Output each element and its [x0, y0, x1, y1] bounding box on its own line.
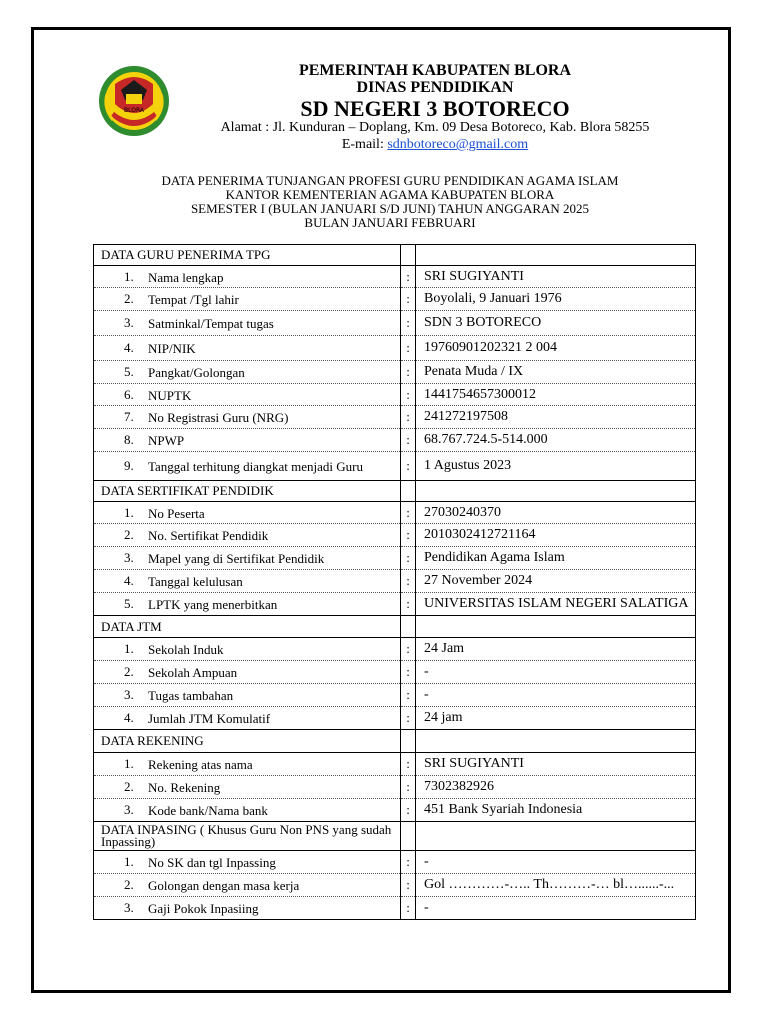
table-row [94, 753, 696, 776]
field-value: 1 Agustus 2023 [416, 452, 696, 481]
colon-separator: : [401, 429, 416, 452]
field-label: Tugas tambahan [148, 688, 234, 704]
field-label: Tempat /Tgl lahir [148, 292, 239, 308]
colon-separator: : [401, 776, 416, 799]
doc-title-line-4: BULAN JANUARI FEBRUARI [304, 215, 476, 230]
colon-separator: : [401, 547, 416, 570]
field-label: Pangkat/Golongan [148, 365, 245, 381]
table-row [94, 776, 696, 799]
field-label: Nama lengkap [148, 269, 224, 285]
colon-separator: : [401, 593, 416, 616]
row-number: 5. [124, 596, 134, 611]
section-title: DATA JTM [101, 618, 162, 634]
section-title: DATA INPASING ( Khusus Guru Non PNS yang sudah Inpassing) [101, 822, 392, 849]
row-number: 3. [124, 315, 134, 330]
field-label: NIP/NIK [148, 341, 196, 357]
field-value: 451 Bank Syariah Indonesia [416, 799, 696, 822]
field-value: - [416, 684, 696, 707]
row-number: 1. [124, 756, 134, 771]
colon-separator: : [401, 684, 416, 707]
field-value: Gol …………-….. Th………-… bl…......-... [416, 874, 696, 897]
section-header-sertifikat [94, 481, 696, 502]
row-number: 3. [124, 900, 134, 915]
row-number: 4. [124, 710, 134, 725]
row-number: 3. [124, 687, 134, 702]
colon-separator: : [401, 799, 416, 822]
section-title: DATA REKENING [101, 733, 204, 748]
field-value: 2010302412721164 [416, 524, 696, 547]
table-row [94, 361, 696, 384]
field-label: No. Sertifikat Pendidik [148, 528, 269, 544]
field-label: Tanggal kelulusan [148, 574, 243, 590]
field-label: Mapel yang di Sertifikat Pendidik [148, 551, 325, 567]
field-label: NUPTK [148, 387, 192, 403]
doc-title-line-1: DATA PENERIMA TUNJANGAN PROFESI GURU PENDIDIKAN AGAMA ISLAM [161, 173, 619, 188]
field-value: 24 Jam [416, 638, 696, 661]
field-value: 27030240370 [416, 502, 696, 524]
teacher-data-table [93, 244, 696, 920]
header-email-line [180, 138, 690, 152]
table-row [94, 851, 696, 874]
field-value: - [416, 851, 696, 874]
table-row [94, 384, 696, 406]
blora-regency-emblem-icon [97, 64, 171, 138]
field-value: 19760901202321 2 004 [416, 336, 696, 361]
colon-separator: : [401, 361, 416, 384]
section-header-guru [94, 245, 696, 266]
field-value: 27 November 2024 [416, 570, 696, 593]
row-number: 1. [124, 641, 134, 656]
field-label: Tanggal terhitung diangkat menjadi Guru [148, 459, 363, 475]
row-number: 1. [124, 854, 134, 869]
table-row [94, 311, 696, 336]
row-number: 4. [124, 573, 134, 588]
table-row [94, 799, 696, 822]
table-row [94, 684, 696, 707]
email-label: E-mail: [341, 137, 388, 152]
logo-text: BLORA [124, 107, 144, 114]
colon-separator: : [401, 570, 416, 593]
row-number: 5. [124, 364, 134, 379]
row-number: 3. [124, 802, 134, 817]
section-title: DATA SERTIFIKAT PENDIDIK [101, 483, 274, 498]
field-value: 1441754657300012 [416, 384, 696, 406]
row-number: 2. [124, 779, 134, 794]
field-value: - [416, 897, 696, 920]
field-label: No SK dan tgl Inpassing [148, 855, 276, 871]
row-number: 1. [124, 504, 134, 520]
header-government: PEMERINTAH KABUPATEN BLORA [298, 62, 571, 79]
table-row [94, 570, 696, 593]
field-value: Penata Muda / IX [416, 361, 696, 384]
colon-separator: : [401, 336, 416, 361]
colon-separator: : [401, 661, 416, 684]
field-label: Kode bank/Nama bank [148, 803, 268, 819]
field-label: Sekolah Ampuan [148, 665, 238, 681]
header-address: Alamat : Jl. Kunduran – Doplang, Km. 09 Desa Botoreco, Kab. Blora 58255 [220, 120, 650, 135]
field-label: No Peserta [148, 505, 205, 521]
table-row [94, 452, 696, 481]
field-value: Boyolali, 9 Januari 1976 [416, 288, 696, 311]
table-row [94, 524, 696, 547]
doc-title-line-2: KANTOR KEMENTERIAN AGAMA KABUPATEN BLORA [225, 187, 555, 202]
field-label: No Registrasi Guru (NRG) [148, 410, 289, 426]
row-number: 2. [124, 291, 134, 306]
field-value: 241272197508 [416, 406, 696, 429]
colon-separator: : [401, 406, 416, 429]
row-number: 2. [124, 527, 134, 542]
table-row [94, 406, 696, 429]
table-row [94, 638, 696, 661]
table-row [94, 661, 696, 684]
field-label: NPWP [148, 433, 185, 449]
field-label: Gaji Pokok Inpasiing [148, 901, 259, 917]
document-titles [90, 174, 690, 230]
table-row [94, 336, 696, 361]
colon-separator: : [401, 288, 416, 311]
colon-separator: : [401, 502, 416, 524]
row-number: 6. [124, 386, 134, 402]
field-label: Rekening atas nama [148, 757, 253, 773]
field-value: 68.767.724.5-514.000 [416, 429, 696, 452]
field-label: Jumlah JTM Komulatif [148, 711, 271, 727]
colon-separator: : [401, 452, 416, 481]
table-row [94, 547, 696, 570]
field-label: No. Rekening [148, 780, 221, 796]
field-value: Pendidikan Agama Islam [416, 547, 696, 570]
row-number: 4. [124, 340, 134, 355]
row-number: 2. [124, 664, 134, 679]
colon-separator: : [401, 638, 416, 661]
section-header-rekening [94, 730, 696, 753]
field-value: SDN 3 BOTORECO [416, 311, 696, 336]
table-row [94, 266, 696, 288]
row-number: 1. [124, 268, 134, 284]
table-row [94, 897, 696, 920]
header-school-name: SD NEGERI 3 BOTORECO [300, 96, 570, 121]
row-number: 8. [124, 432, 134, 447]
table-row [94, 707, 696, 730]
section-title: DATA GURU PENERIMA TPG [101, 247, 271, 262]
field-value: 24 jam [416, 707, 696, 730]
section-header-jtm [94, 616, 696, 638]
colon-separator: : [401, 874, 416, 897]
table-row [94, 874, 696, 897]
colon-separator: : [401, 384, 416, 406]
field-label: LPTK yang menerbitkan [148, 597, 278, 613]
doc-title-line-3: SEMESTER I (BULAN JANUARI S/D JUNI) TAHUN ANGGARAN 2025 [190, 201, 590, 216]
colon-separator: : [401, 897, 416, 920]
row-number: 7. [124, 409, 134, 424]
table-row [94, 288, 696, 311]
field-label: Golongan dengan masa kerja [148, 878, 300, 894]
table-row [94, 429, 696, 452]
colon-separator: : [401, 266, 416, 288]
colon-separator: : [401, 524, 416, 547]
colon-separator: : [401, 753, 416, 776]
field-value: 7302382926 [416, 776, 696, 799]
row-number: 2. [124, 877, 134, 892]
field-label: Sekolah Induk [148, 642, 224, 658]
colon-separator: : [401, 851, 416, 874]
field-value: SRI SUGIYANTI [416, 753, 696, 776]
colon-separator: : [401, 707, 416, 730]
field-label: Satminkal/Tempat tugas [148, 316, 274, 332]
row-number: 3. [124, 550, 134, 565]
field-value: SRI SUGIYANTI [416, 266, 696, 288]
email-link[interactable]: sdnbotoreco@gmail.com [387, 137, 529, 152]
field-value: UNIVERSITAS ISLAM NEGERI SALATIGA [416, 593, 696, 616]
section-header-inpassing [94, 822, 696, 851]
header-department: DINAS PENDIDIKAN [356, 79, 514, 96]
table-row [94, 502, 696, 524]
row-number: 9. [124, 458, 134, 473]
table-row [94, 593, 696, 616]
colon-separator: : [401, 311, 416, 336]
field-value: - [416, 661, 696, 684]
